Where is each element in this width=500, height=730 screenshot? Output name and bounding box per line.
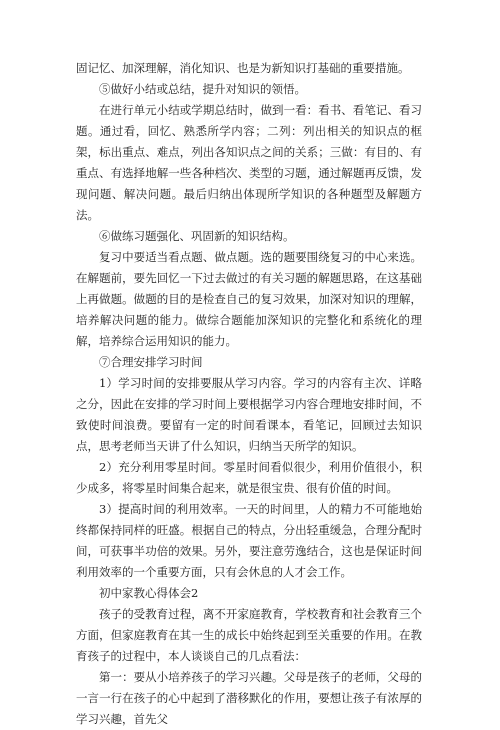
- paragraph-point-1: 第一：要从小培养孩子的学习兴趣。父母是孩子的老师，父母的一言一行在孩子的心中起到了潜移默化的作用，要想让孩子有浓厚的学习兴趣，首先父: [76, 670, 422, 726]
- paragraph-time-1: 1）学习时间的安排要服从学习内容。学习的内容有主次、详略之分，因此在安排的学习时间上要根据学习内容合理地安排时间，不致使时间浪费。要留有一定的时间看课本，看笔记，回顾过去知识点，思考老师当天讲了什么知识，归纳当天所学的知识。: [76, 376, 422, 453]
- heading-summary: ⑤做好小结或总结，提升对知识的领悟。: [99, 82, 306, 96]
- section-title: 初中家教心得体会2: [99, 586, 199, 600]
- paragraph-time-2: 2）充分利用零星时间。零星时间看似很少，利用价值很小，积少成多，将零星时间集合起来，就是很宝贵、很有价值的时间。: [76, 460, 422, 495]
- paragraph-intro: 孩子的受教育过程，离不开家庭教育，学校教育和社会教育三个方面，但家庭教育在其一生的成长中始终起到至关重要的作用。在教育孩子的过程中，本人谈谈自己的几点看法：: [76, 607, 422, 663]
- paragraph-exercises: 复习中要适当看点题、做点题。选的题要围绕复习的中心来选。在解题前，要先回忆一下过去做过的有关习题的解题思路，在这基础上再做题。做题的目的是检查自己的复习效果，加深对知识的理解，培养解决问题的能力。做综合题能加深知识的完整化和系统化的理解，培养综合运用知识的能力。: [76, 250, 422, 348]
- paragraph-continuation: 固记忆、加深理解，消化知识、也是为新知识打基础的重要措施。: [76, 61, 410, 75]
- paragraph-time-3: 3）提高时间的利用效率。一天的时间里，人的精力不可能地始终都保持同样的旺盛。根据自己的特点，分出轻重缓急，合理分配时间，可获事半功倍的效果。另外，要注意劳逸结合，这也是保证时间利用效率的一个重要方面，只有会休息的人才会工作。: [76, 502, 422, 579]
- heading-exercises: ⑥做练习题强化、巩固新的知识结构。: [99, 229, 295, 243]
- document-body: [76, 58, 422, 730]
- heading-time: ⑦合理安排学习时间: [99, 355, 203, 369]
- paragraph-summary: 在进行单元小结或学期总结时，做到一看：看书、看笔记、看习题。通过看，回忆、熟悉所学内容；二列：列出相关的知识点的框架，标出重点、难点，列出各知识点之间的关系；三做：有目的、有重点、有选择地解一些各种档次、类型的习题，通过解题再反馈，发现问题、解决问题。最后归纳出体现所学知识的各种题型及解题方法。: [76, 103, 422, 222]
